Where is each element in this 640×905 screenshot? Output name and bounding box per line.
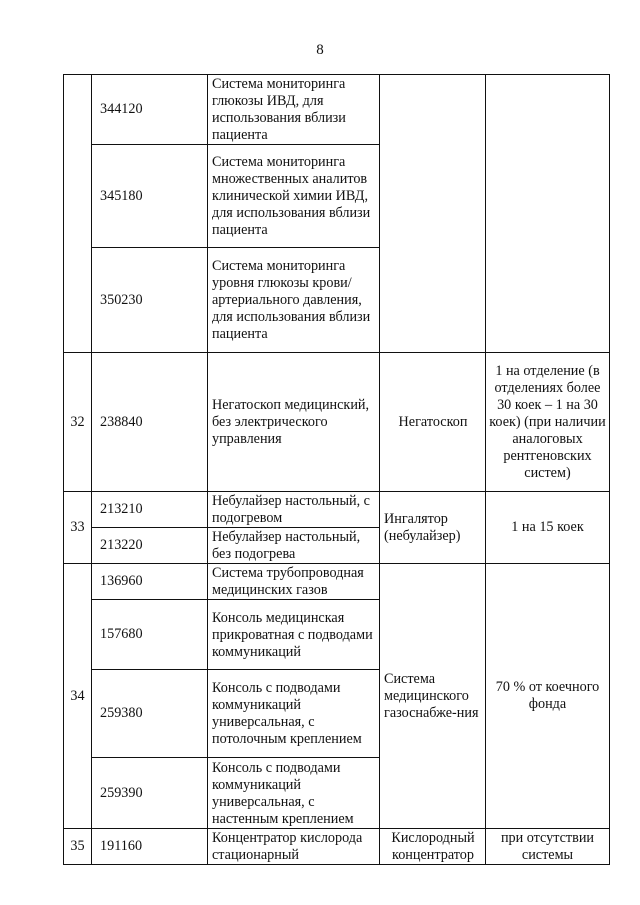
row-number: 32	[64, 353, 92, 492]
row-number: 35	[64, 829, 92, 865]
table-row	[64, 564, 610, 600]
row-number: 33	[64, 492, 92, 564]
quantity-norm: 1 на отделение (в отделениях более 30 коек – 1 на 30 коек) (при наличии аналоговых рентгеновских систем)	[486, 353, 610, 492]
quantity-norm: при отсутствии системы	[486, 829, 610, 865]
nomenclature-code: 213210	[92, 492, 208, 528]
equipment-table	[63, 74, 610, 865]
equipment-name: Система мониторинга уровня глюкозы крови/артериального давления, для использования вблизи пациента	[208, 248, 380, 353]
quantity-norm: 70 % от коечного фонда	[486, 564, 610, 829]
nomenclature-code: 213220	[92, 528, 208, 564]
quantity-norm	[486, 75, 610, 353]
equipment-name: Небулайзер настольный, с подогревом	[208, 492, 380, 528]
equipment-name: Система мониторинга глюкозы ИВД, для использования вблизи пациента	[208, 75, 380, 145]
quantity-norm: 1 на 15 коек	[486, 492, 610, 564]
equipment-type: Кислородный концентратор	[380, 829, 486, 865]
nomenclature-code: 238840	[92, 353, 208, 492]
nomenclature-code: 259390	[92, 758, 208, 829]
nomenclature-code: 259380	[92, 670, 208, 758]
nomenclature-code: 350230	[92, 248, 208, 353]
equipment-name: Консоль с подводами коммуникаций универсальная, с потолочным креплением	[208, 670, 380, 758]
table-row	[64, 829, 610, 865]
table-row	[64, 353, 610, 492]
nomenclature-code: 191160	[92, 829, 208, 865]
table-row	[64, 492, 610, 528]
equipment-name: Консоль с подводами коммуникаций универсальная, с настенным креплением	[208, 758, 380, 829]
table-row	[64, 75, 610, 145]
equipment-name: Концентратор кислорода стационарный	[208, 829, 380, 865]
equipment-name: Негатоскоп медицинский, без электрического управления	[208, 353, 380, 492]
nomenclature-code: 136960	[92, 564, 208, 600]
row-number	[64, 75, 92, 353]
nomenclature-code: 157680	[92, 600, 208, 670]
equipment-type: Негатоскоп	[380, 353, 486, 492]
equipment-name: Система трубопроводная медицинских газов	[208, 564, 380, 600]
row-number: 34	[64, 564, 92, 829]
equipment-name: Небулайзер настольный, без подогрева	[208, 528, 380, 564]
equipment-type: Система медицинского газоснабже-ния	[380, 564, 486, 829]
nomenclature-code: 344120	[92, 75, 208, 145]
equipment-name: Система мониторинга множественных аналитов клинической химии ИВД, для использования вблизи пациента	[208, 145, 380, 248]
page-number: 8	[316, 42, 324, 58]
equipment-type	[380, 75, 486, 353]
equipment-name: Консоль медицинская прикроватная с подводами коммуникаций	[208, 600, 380, 670]
equipment-type: Ингалятор (небулайзер)	[380, 492, 486, 564]
nomenclature-code: 345180	[92, 145, 208, 248]
